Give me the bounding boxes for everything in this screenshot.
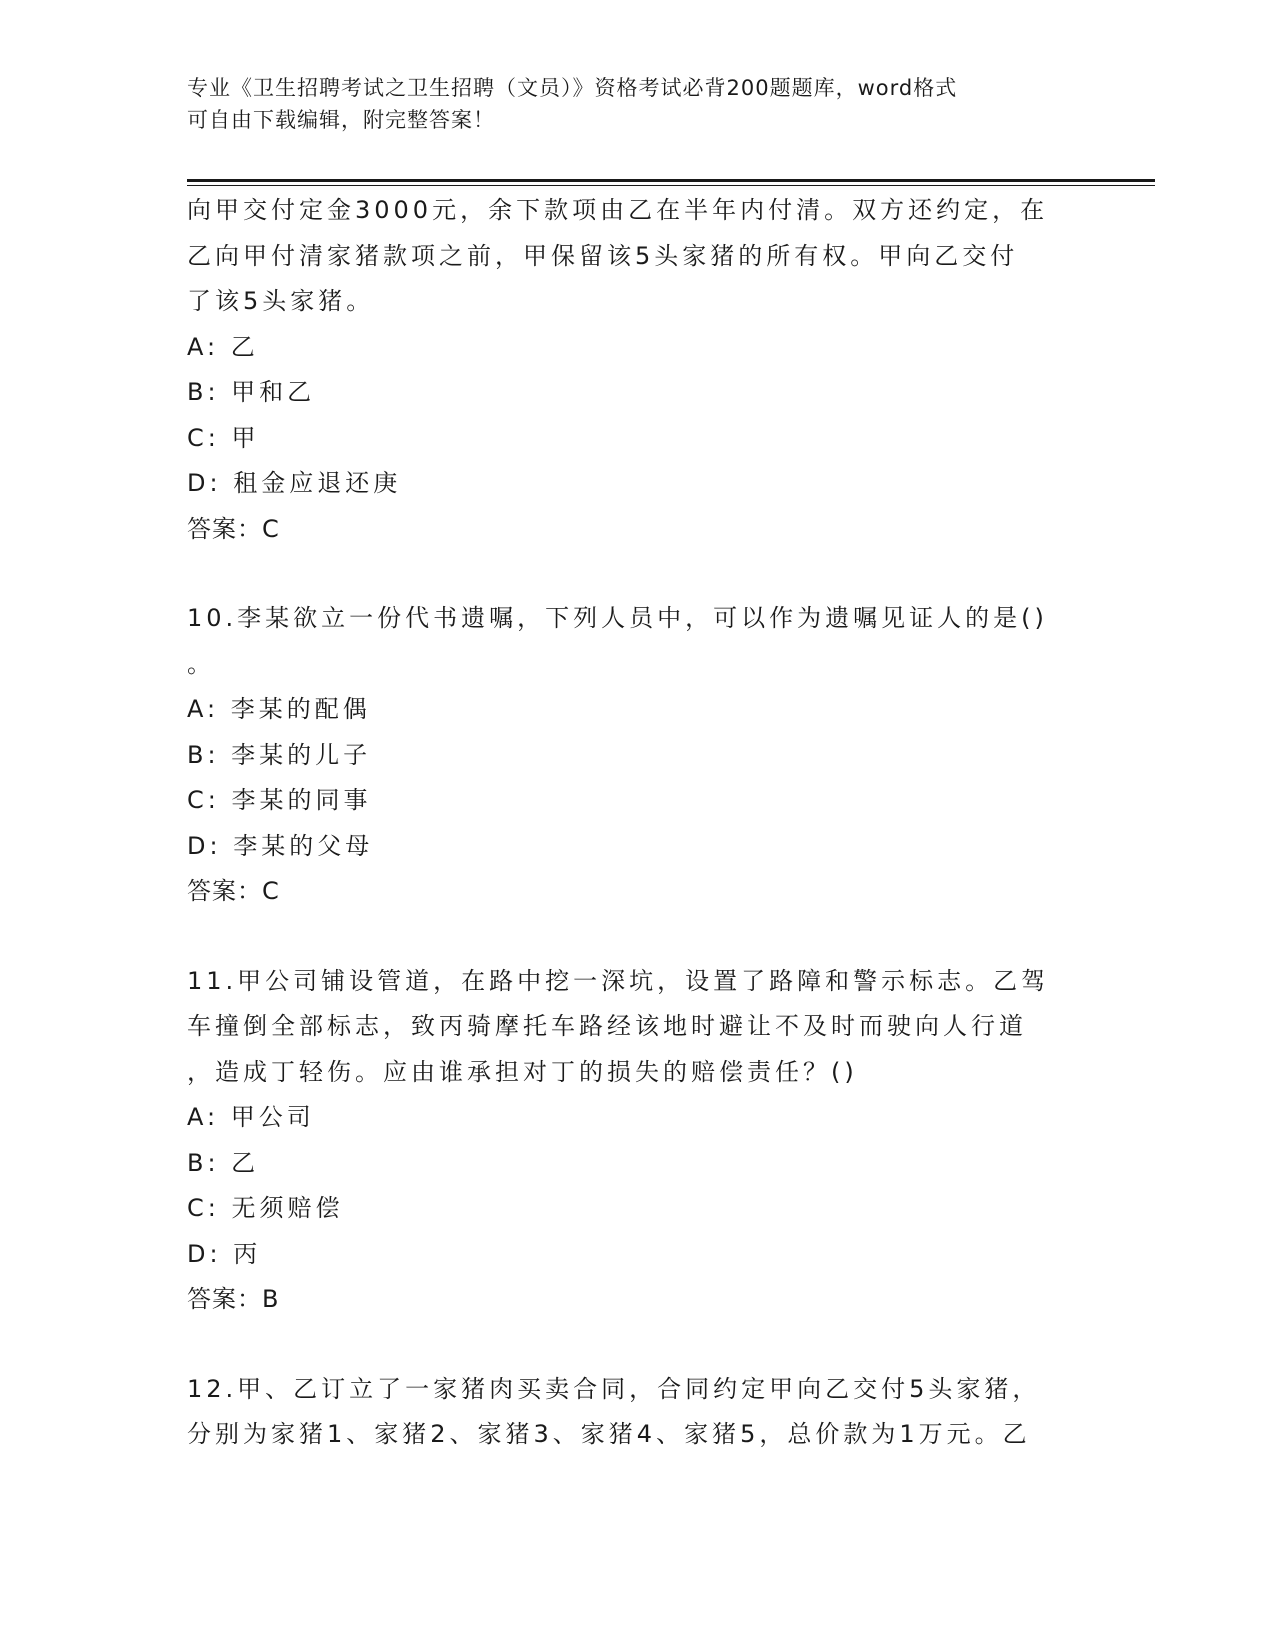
- document-body: [187, 188, 1087, 1458]
- option-c: C: 甲: [187, 423, 260, 452]
- option-a: A: 甲公司: [187, 1103, 315, 1131]
- question-text-line: 乙向甲付清家猪款项之前，甲保留该5头家猪的所有权。甲向乙交付: [187, 241, 1019, 270]
- question-text-line: 11.甲公司铺设管道，在路中挖一深坑，设置了路障和警示标志。乙驾: [187, 966, 1050, 995]
- option-d: D: 丙: [187, 1239, 262, 1268]
- header-line: 专业《卫生招聘考试之卫生招聘（文员）》资格考试必背200题题库，word格式: [187, 76, 958, 100]
- option-a: A: 李某的配偶: [187, 695, 371, 723]
- question-11: [187, 959, 1087, 1323]
- header-line: 可自由下载编辑，附完整答案！: [187, 108, 495, 132]
- question-12: [187, 1367, 1087, 1458]
- question-text-line: 车撞倒全部标志，致丙骑摩托车路经该地时避让不及时而驶向人行道: [187, 1012, 1027, 1040]
- option-c: C: 李某的同事: [187, 786, 372, 814]
- option-a: A: 乙: [187, 332, 259, 361]
- question-text-line: 向甲交付定金3000元，余下款项由乙在半年内付清。双方还约定，在: [187, 196, 1049, 224]
- question-text-line: ，造成丁轻伤。应由谁承担对丁的损失的赔偿责任？(): [187, 1057, 858, 1086]
- answer-line: 答案：B: [187, 1285, 280, 1313]
- question-text-line: 。: [187, 649, 215, 678]
- question-text-line: 10.李某欲立一份代书遗嘱，下列人员中，可以作为遗嘱见证人的是(): [187, 604, 1048, 632]
- answer-line: 答案：C: [187, 877, 280, 905]
- header-divider-thick: [187, 179, 1155, 182]
- option-b: B: 甲和乙: [187, 378, 316, 406]
- option-b: B: 乙: [187, 1148, 260, 1177]
- option-d: D: 李某的父母: [187, 831, 374, 860]
- option-d: D: 租金应退还庚: [187, 469, 402, 497]
- document-header: [187, 72, 1087, 136]
- option-c: C: 无须赔偿: [187, 1194, 344, 1222]
- question-text-line: 分别为家猪1、家猪2、家猪3、家猪4、家猪5，总价款为1万元。乙: [187, 1420, 1031, 1448]
- header-divider-thin: [187, 185, 1155, 186]
- question-text-line: 了该5头家猪。: [187, 287, 375, 315]
- question-10: [187, 596, 1087, 915]
- question-text-line: 12.甲、乙订立了一家猪肉买卖合同，合同约定甲向乙交付5头家猪，: [187, 1374, 1041, 1403]
- question-continuation: [187, 188, 1087, 552]
- answer-line: 答案：C: [187, 514, 280, 543]
- option-b: B: 李某的儿子: [187, 740, 372, 769]
